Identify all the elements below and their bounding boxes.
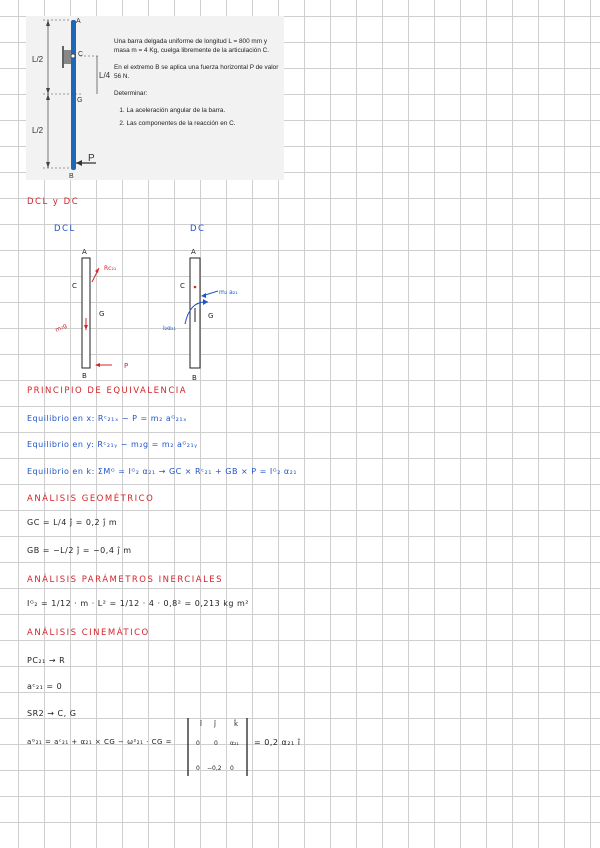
figure-label-C: C xyxy=(78,51,84,58)
figure-label-L2-bottom: L/2 xyxy=(32,126,44,135)
dc-label-G: G xyxy=(208,312,214,320)
equation-k: Equilibrio en k: ΣMᴳ = Iᴳ₂ α₂₁ → GC × Rᶜ₂₁ + GB × P = Iᴳ₂ α₂₁ xyxy=(27,467,298,476)
matrix-cell: 0 xyxy=(230,765,234,772)
matrix-cell: 0 xyxy=(196,740,200,747)
kinematics-line-2: aᶜ₂₁ = 0 xyxy=(27,682,63,691)
heading-dcl-dc: DCL y DC xyxy=(27,197,80,207)
matrix-cell: α₂₁ xyxy=(230,740,239,747)
dc-label-inertial-moment: I₂α₂₁ xyxy=(163,325,176,332)
dcl-label-C: C xyxy=(72,282,77,290)
figure-label-P: P xyxy=(88,153,95,164)
dc-label-B: B xyxy=(192,374,197,382)
heading-cinematico: ANÁLISIS CINEMÁTICO xyxy=(27,628,150,638)
figure-label-G: G xyxy=(77,97,83,104)
heading-geometrico: ANÁLISIS GEOMÉTRICO xyxy=(27,494,155,504)
figure-label-L4: L/4 xyxy=(99,71,111,80)
problem-figure xyxy=(32,18,111,180)
task-item: 1. La aceleración angular de la barra. xyxy=(119,107,226,114)
dcl-label-A: A xyxy=(82,248,87,256)
geometry-gb: GB = −L/2 ĵ = −0,4 ĵ m xyxy=(27,546,132,555)
equation-x: Equilibrio en x: Rᶜ₂₁ₓ − P = m₂ aᴳ₂₁ₓ xyxy=(27,414,188,423)
cross-product-matrix xyxy=(188,718,247,776)
matrix-cell: k̂ xyxy=(234,720,239,728)
kinematics-result: = 0,2 α₂₁ î xyxy=(254,738,301,747)
figure-label-L2-top: L/2 xyxy=(32,55,44,64)
dcl-label-reaction: Rc₂₁ xyxy=(104,265,117,272)
matrix-cell: î xyxy=(200,720,202,728)
matrix-cell: −0,2 xyxy=(207,765,222,772)
dcl-label-G: G xyxy=(99,310,105,318)
matrix-cell: 0 xyxy=(214,740,218,747)
dcl-label-P: P xyxy=(124,362,129,370)
dcl-label-B: B xyxy=(82,372,87,380)
dcl-label-weight: m₂g xyxy=(54,322,69,334)
kinematics-line-3: SR2 → C, G xyxy=(27,709,77,718)
figure-label-A: A xyxy=(76,18,81,25)
dc-label-inertial-force: m₂ a₂₁ xyxy=(219,289,238,296)
task-item: 2. Las componentes de la reacción en C. xyxy=(119,120,236,127)
problem-statement-2: En el extremo B se aplica una fuerza horizontal P de valor 56 N. xyxy=(114,64,279,80)
kinematics-line-4: aᴳ₂₁ = aᶜ₂₁ + α₂₁ × CG − ω²₂₁ · CG = xyxy=(27,738,172,746)
problem-statement-1: Una barra delgada uniforme de longitud L = 800 mm y masa m = 4 Kg, cuelga libremente de la articulación C. xyxy=(114,38,270,54)
dcl-diagram xyxy=(54,248,128,380)
dcl-title: DCL xyxy=(54,224,76,234)
equation-y: Equilibrio en y: Rᶜ₂₁ᵧ − m₂g = m₂ aᴳ₂₁ᵧ xyxy=(27,440,198,449)
dc-title: DC xyxy=(190,224,206,234)
geometry-gc: GC = L/4 ĵ = 0,2 ĵ m xyxy=(27,518,118,527)
determine-label: Determinar: xyxy=(114,90,148,97)
heading-inerciales: ANÁLISIS PARÁMETROS INERCIALES xyxy=(27,575,224,585)
figure-label-B: B xyxy=(69,173,74,180)
matrix-cell: ĵ xyxy=(214,720,216,728)
heading-principio: PRINCIPIO DE EQUIVALENCIA xyxy=(27,386,188,396)
dc-label-A: A xyxy=(191,248,196,256)
dc-diagram xyxy=(163,248,238,382)
dc-label-C: C xyxy=(180,282,185,290)
inertia-equation: Iᴳ₂ = 1/12 · m · L² = 1/12 · 4 · 0,8² = 0,213 kg m² xyxy=(27,599,249,608)
kinematics-line-1: PC₂₁ → R xyxy=(27,656,66,665)
matrix-cell: 0 xyxy=(196,765,200,772)
